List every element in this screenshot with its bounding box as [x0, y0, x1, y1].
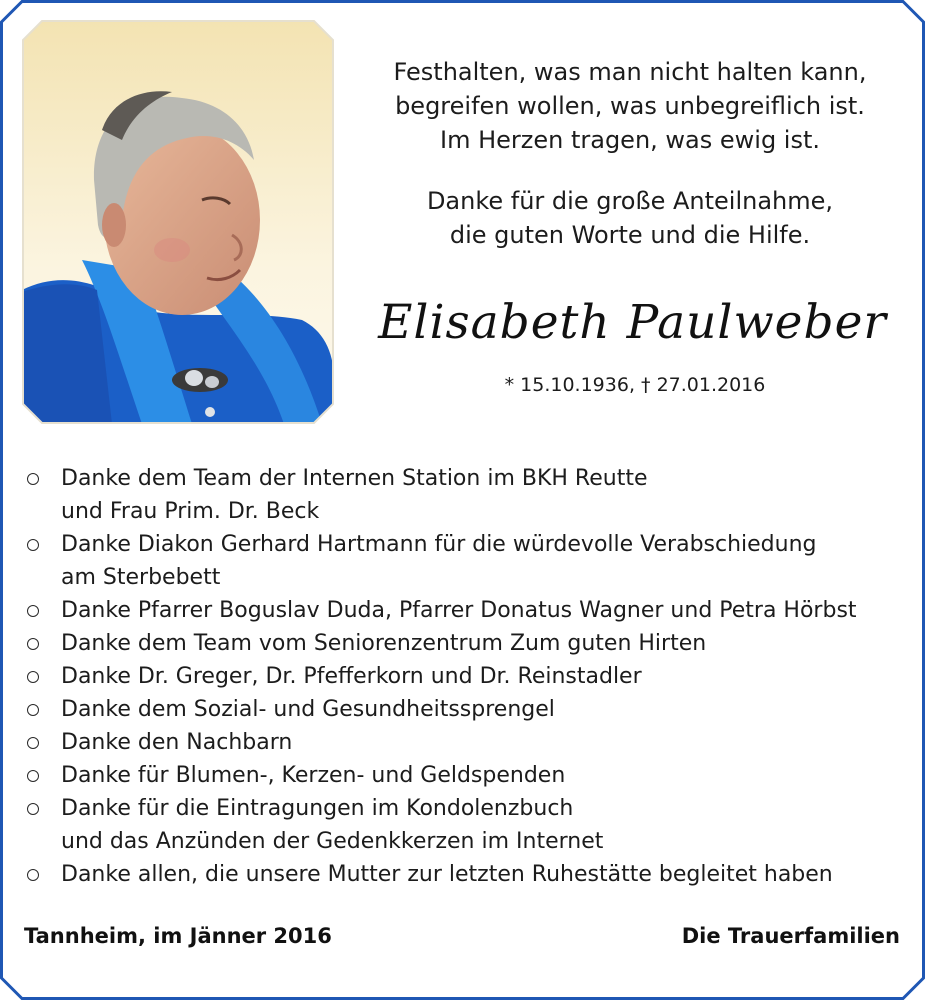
circle-bullet-icon — [27, 770, 39, 782]
list-item — [24, 627, 904, 660]
place-date: Tannheim, im Jänner 2016 — [24, 924, 332, 948]
circle-bullet-icon — [27, 704, 39, 716]
list-item-text: Danke allen, die unsere Mutter zur letzten Ruhestätte begleitet haben — [61, 862, 833, 887]
circle-bullet-icon — [27, 473, 39, 485]
portrait-photo — [22, 20, 334, 424]
circle-bullet-icon — [27, 671, 39, 683]
list-item-text: Danke dem Team vom Seniorenzentrum Zum guten Hirten — [61, 631, 707, 656]
list-item-text: Danke Diakon Gerhard Hartmann für die würdevolle Verabschiedung — [61, 532, 817, 557]
list-item — [24, 660, 904, 693]
signature: Die Trauerfamilien — [681, 924, 900, 948]
list-item — [24, 528, 904, 594]
list-item — [24, 759, 904, 792]
list-item — [24, 858, 904, 891]
poem-line: Im Herzen tragen, was ewig ist. — [439, 126, 821, 154]
list-item — [24, 693, 904, 726]
list-item-text: Danke dem Sozial- und Gesundheitssprengel — [61, 697, 555, 722]
list-item — [24, 726, 904, 759]
list-item-text: und das Anzünden der Gedenkkerzen im Internet — [61, 829, 604, 854]
thanks-message — [355, 184, 905, 252]
life-dates: * 15.10.1936, † 27.01.2016 — [504, 374, 766, 396]
circle-bullet-icon — [27, 803, 39, 815]
list-item — [24, 594, 904, 627]
memorial-poem — [355, 55, 905, 157]
thanks-line: die guten Worte und die Hilfe. — [449, 221, 811, 249]
list-item-text: Danke Dr. Greger, Dr. Pfefferkorn und Dr. Reinstadler — [61, 664, 642, 689]
list-item-text: Danke für Blumen-, Kerzen- und Geldspenden — [61, 763, 566, 788]
list-item-text: Danke den Nachbarn — [61, 730, 293, 755]
list-item-text: Danke Pfarrer Boguslav Duda, Pfarrer Donatus Wagner und Petra Hörbst — [61, 598, 857, 623]
list-item-text: Danke für die Eintragungen im Kondolenzbuch — [61, 796, 574, 821]
poem-line: Festhalten, was man nicht halten kann, — [393, 58, 867, 86]
list-item — [24, 462, 904, 528]
list-item-text: am Sterbebett — [61, 565, 221, 590]
list-item-text: und Frau Prim. Dr. Beck — [61, 499, 320, 524]
circle-bullet-icon — [27, 869, 39, 881]
thanks-line: Danke für die große Anteilnahme, — [426, 187, 834, 215]
deceased-name: Elisabeth Paulweber — [378, 295, 887, 350]
circle-bullet-icon — [27, 539, 39, 551]
circle-bullet-icon — [27, 638, 39, 650]
circle-bullet-icon — [27, 605, 39, 617]
list-item-text: Danke dem Team der Internen Station im BKH Reutte — [61, 466, 648, 491]
poem-line: begreifen wollen, was unbegreiflich ist. — [395, 92, 865, 120]
list-item — [24, 792, 904, 858]
gratitude-list — [24, 462, 904, 891]
circle-bullet-icon — [27, 737, 39, 749]
